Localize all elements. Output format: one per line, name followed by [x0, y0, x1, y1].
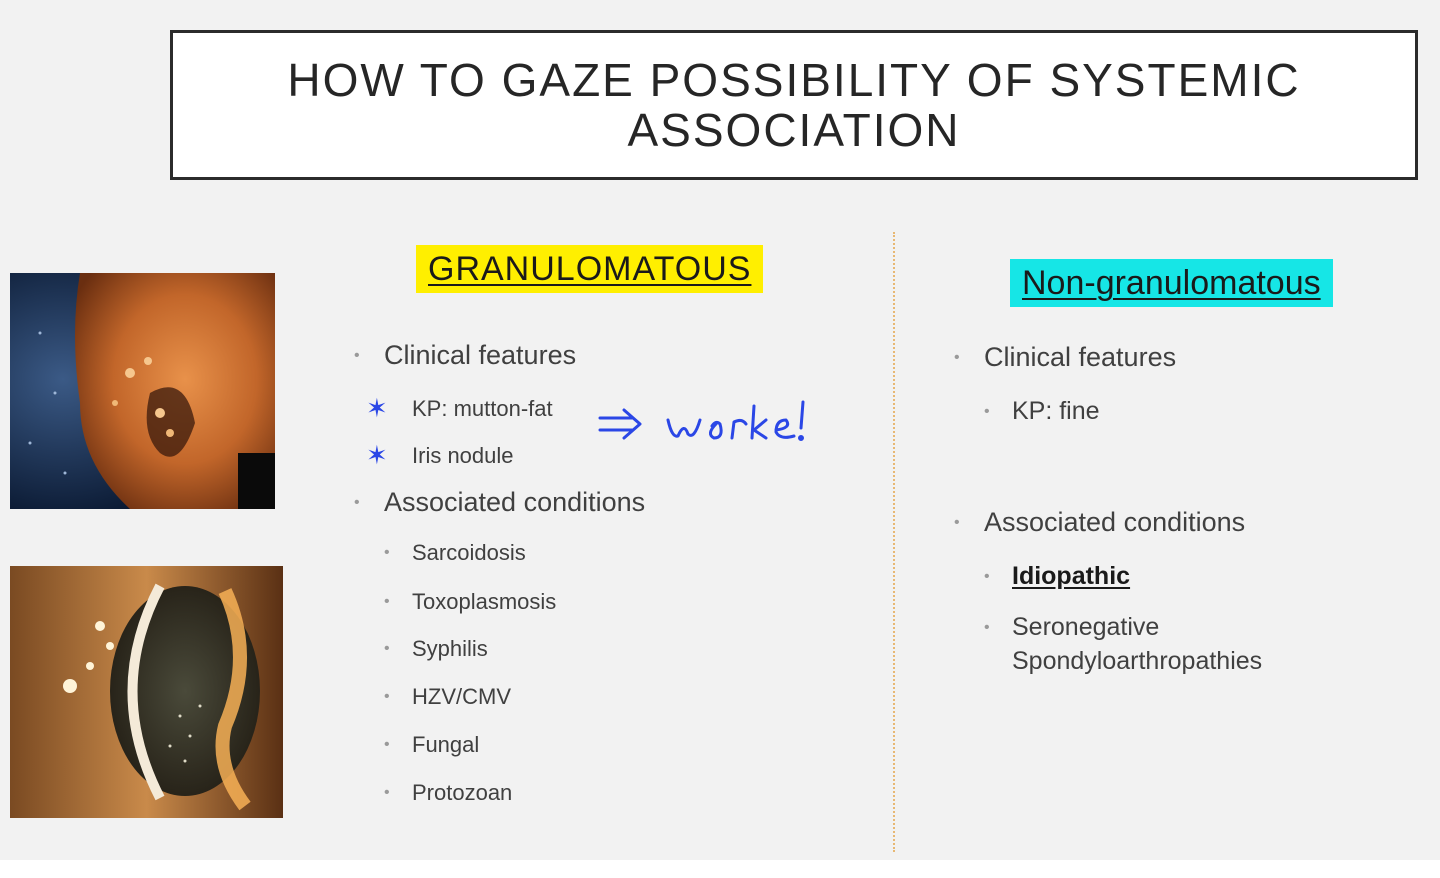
- gran-condition-label: Fungal: [412, 732, 480, 757]
- heading-non-granulomatous: Non-granulomatous: [1010, 259, 1333, 307]
- title-line-1: HOW TO GAZE POSSIBILITY OF SYSTEMIC: [287, 54, 1301, 106]
- eye-photo-slit-lamp: [10, 566, 283, 818]
- gran-associated-label: Associated conditions: [384, 487, 646, 517]
- gran-associated-conditions: [354, 487, 645, 518]
- nongran-feature-label: KP: fine: [1012, 397, 1100, 425]
- asterisk-star-icon: ✶: [366, 393, 388, 423]
- bottom-strip: [0, 860, 1440, 878]
- gran-condition-label: HZV/CMV: [412, 684, 511, 709]
- nongran-feature-item: [984, 397, 1100, 426]
- bullet-dot-icon: •: [384, 640, 390, 657]
- gran-condition-label: Sarcoidosis: [412, 540, 526, 565]
- bullet-dot-icon: •: [984, 618, 990, 636]
- title-box: [170, 30, 1418, 180]
- bullet-dot-icon: •: [954, 513, 960, 531]
- gran-clinical-label: Clinical features: [384, 340, 577, 370]
- gran-condition-item: [384, 636, 488, 662]
- column-divider: [893, 232, 895, 852]
- gran-clinical-features: [354, 340, 576, 371]
- bullet-dot-icon: •: [354, 346, 360, 364]
- asterisk-star-icon: ✶: [366, 440, 388, 470]
- bullet-dot-icon: •: [384, 736, 390, 753]
- eye-photo-mutton-fat: [10, 273, 275, 509]
- bullet-dot-icon: •: [954, 348, 960, 366]
- nongran-condition-item: [984, 562, 1130, 591]
- nongran-condition-label: Idiopathic: [1012, 562, 1131, 590]
- bullet-dot-icon: •: [384, 593, 390, 610]
- nongran-associated-label: Associated conditions: [984, 507, 1246, 537]
- bullet-dot-icon: •: [384, 544, 390, 561]
- nongran-condition-item: [984, 613, 1159, 642]
- nongran-clinical-features: [954, 342, 1176, 373]
- gran-condition-item: [384, 589, 556, 615]
- bullet-dot-icon: •: [384, 688, 390, 705]
- bullet-dot-icon: •: [984, 567, 990, 585]
- nongran-associated-conditions: [954, 507, 1245, 538]
- nongran-condition-continuation: [1012, 647, 1262, 676]
- nongran-condition-label: Seronegative: [1012, 613, 1160, 641]
- gran-feature-item: [366, 440, 514, 471]
- gran-condition-item: [384, 732, 479, 758]
- bullet-dot-icon: •: [384, 784, 390, 801]
- gran-condition-label: Syphilis: [412, 636, 488, 661]
- title-line-2: ASSOCIATION: [627, 104, 961, 156]
- bullet-dot-icon: •: [354, 493, 360, 511]
- gran-condition-label: Protozoan: [412, 780, 513, 805]
- bullet-dot-icon: •: [984, 402, 990, 420]
- handwritten-annotation: [596, 398, 811, 448]
- nongran-condition-label: Spondyloarthropathies: [1012, 647, 1263, 675]
- gran-feature-label: KP: mutton-fat: [412, 395, 553, 421]
- gran-feature-label: Iris nodule: [412, 442, 514, 468]
- nongran-clinical-label: Clinical features: [984, 342, 1177, 372]
- gran-condition-item: [384, 540, 526, 566]
- gran-feature-item: [366, 393, 553, 424]
- gran-condition-item: [384, 684, 511, 710]
- heading-granulomatous: GRANULOMATOUS: [416, 245, 763, 293]
- gran-condition-label: Toxoplasmosis: [412, 589, 557, 614]
- gran-condition-item: [384, 780, 512, 806]
